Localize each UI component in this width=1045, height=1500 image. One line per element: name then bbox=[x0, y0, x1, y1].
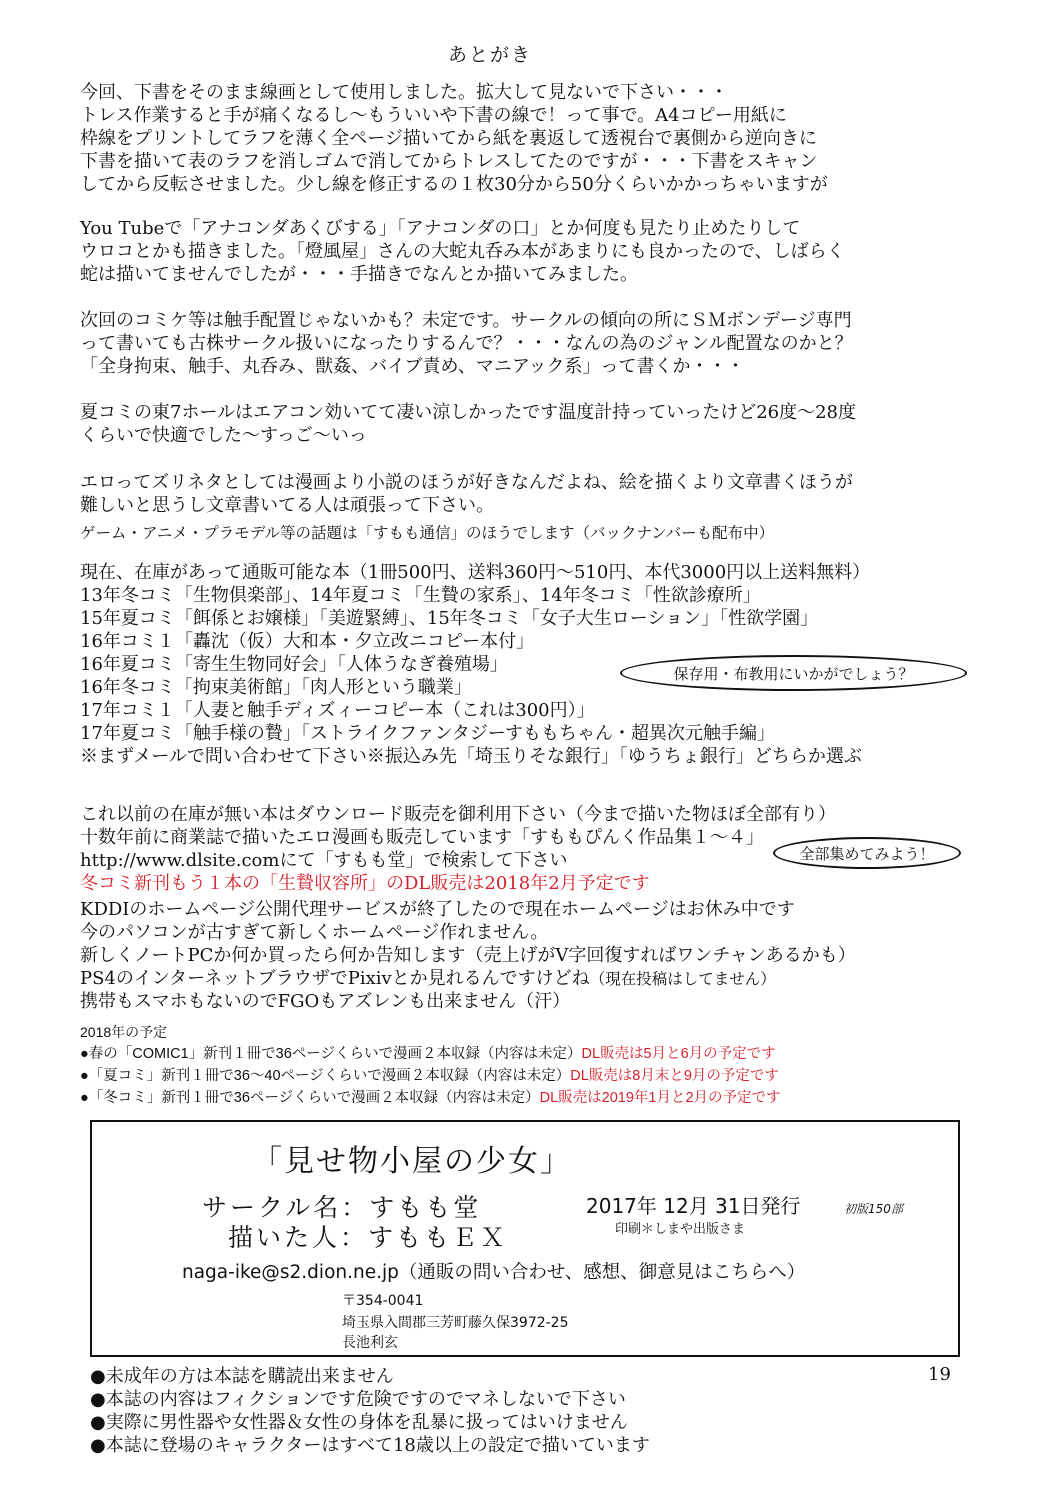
text-line: エロってズリネタとしては漫画より小説のほうが好きなんだよね、絵を描くより文章書くほうが bbox=[80, 472, 853, 493]
text-line: 13年冬コミ「生物倶楽部」、14年夏コミ「生贄の家系」、14年冬コミ「性欲診療所」 bbox=[80, 585, 761, 606]
paragraph-newsletter bbox=[80, 522, 774, 545]
text-line: 17年コミ１「人妻と触手ディズィーコピー本（これは300円）」 bbox=[80, 700, 595, 721]
text-line: 17年夏コミ「触手様の贄」「ストライクファンタジーすももちゃん・超異次元触手編」 bbox=[80, 723, 776, 744]
text-line: 難しいと思うし文章書いてる人は頑張って下さい。 bbox=[80, 495, 494, 516]
text-line: 新しくノートPCか何か買ったら何か告知します（売上げがV字回復すればワンチャンあるかも） bbox=[80, 945, 856, 966]
afterword-heading: あとがき bbox=[448, 44, 533, 66]
text-line: ※まずメールで問い合わせて下さい※振込み先「埼玉りそな銀行」「ゆうちょ銀行」どちらか選ぶ bbox=[80, 746, 862, 767]
text-line: って書いても古株サークル扱いになったりするんで？・・・なんの為のジャンル配置なのかと？ bbox=[80, 333, 853, 354]
text-line: 16年コミ１「轟沈（仮）大和本・夕立改ニコピー本付」 bbox=[80, 631, 535, 652]
contact-email: naga-ike@s2.dion.ne.jp（通販の問い合わせ、感想、御意見はこちらへ） bbox=[182, 1262, 806, 1283]
text-line bbox=[80, 967, 856, 990]
pixiv-note: （現在投稿はしてません） bbox=[589, 970, 776, 988]
circle-name: サークル名：すもも堂 bbox=[202, 1193, 482, 1222]
printer: 印刷＊しまや出版さま bbox=[615, 1222, 746, 1237]
text-line: ゲーム・アニメ・プラモデル等の話題は「すもも通信」のほうでします（バックナンバーも配布中） bbox=[80, 524, 775, 542]
schedule-item bbox=[80, 1043, 781, 1065]
schedule-item bbox=[80, 1087, 781, 1109]
text-line: 現在、在庫があって通販可能な本（1冊500円、送料360円〜510円、本代3000円以上送料無料） bbox=[80, 562, 871, 583]
notice-item: ●実際に男性器や女性器＆女性の身体を乱暴に扱ってはいけません bbox=[90, 1412, 628, 1433]
postal-code: 〒354-0041 bbox=[342, 1293, 424, 1309]
page-number: 19 bbox=[928, 1364, 951, 1385]
text-line: 16年冬コミ「拘束美術館」「肉人形という職業」 bbox=[80, 677, 472, 698]
paragraph-homepage bbox=[80, 898, 856, 1013]
text-line: してから反転させました。少し線を修正するの１枚30分から50分くらいかかっちゃいますが bbox=[80, 174, 828, 195]
author-name: 描いた人：すももＥＸ bbox=[228, 1223, 509, 1252]
publish-date: 2017年 12月 31日発行 bbox=[586, 1194, 801, 1218]
address: 埼玉県入間郡三芳町藤久保3972-25 bbox=[342, 1315, 569, 1331]
paragraph-novel bbox=[80, 471, 853, 517]
book-title: 「見せ物小屋の少女」 bbox=[252, 1144, 572, 1179]
text-line: 今回、下書をそのまま線画として使用しました。拡大して見ないで下さい・・・ bbox=[80, 82, 728, 103]
text-line: これ以前の在庫が無い本はダウンロード販売を御利用下さい（今まで描いた物ほぼ全部有り） bbox=[80, 804, 836, 825]
text-line: 今のパソコンが古すぎて新しくホームページ作れません。 bbox=[80, 922, 549, 943]
text-line: 夏コミの東7ホールはエアコン効いてて凄い涼しかったです温度計持っていったけど26度〜28度 bbox=[80, 402, 856, 423]
text-line: http://www.dlsite.comにて「すもも堂」で検索して下さい bbox=[80, 850, 568, 871]
text-line: KDDIのホームページ公開代理サービスが終了したので現在ホームページはお休み中です bbox=[80, 899, 795, 920]
schedule-dl-date: DL販売は5月と6月の予定です bbox=[581, 1046, 776, 1062]
text-line: You Tubeで「アナコンダあくびする」「アナコンダの口」とか何度も見たり止めたりして bbox=[80, 218, 801, 239]
paragraph-download bbox=[80, 803, 836, 895]
text-line: 蛇は描いてませんでしたが・・・手描きでなんとか描いてみました。 bbox=[80, 264, 638, 285]
text-line: 「全身拘束、触手、丸呑み、獣姦、バイブ責め、マニアック系」って書くか・・・ bbox=[80, 356, 745, 377]
schedule-heading: 2018年の予定 bbox=[80, 1024, 168, 1040]
schedule-text: ●「冬コミ」新刊１冊で36ページくらいで漫画２本収録（内容は未定） bbox=[80, 1090, 540, 1106]
schedule-text: ●「夏コミ」新刊１冊で36〜40ページくらいで漫画２本収録（内容は未定） bbox=[80, 1068, 571, 1084]
paragraph-comiket bbox=[80, 309, 853, 378]
schedule-2018 bbox=[80, 1021, 781, 1109]
text-line: 下書を描いて表のラフを消しゴムで消してからトレスしてたのですが・・・下書をスキャン bbox=[80, 151, 818, 172]
paragraph-anaconda bbox=[80, 217, 845, 286]
schedule-text: ●春の「COMIC1」新刊１冊で36ページくらいで漫画２本収録（内容は未定） bbox=[80, 1046, 582, 1062]
text-line: 枠線をプリントしてラフを薄く全ページ描いてから紙を裏返して透視台で裏側から逆向きに bbox=[80, 128, 817, 149]
first-print-run: 初版150部 bbox=[844, 1202, 903, 1216]
pixiv-text: PS4のインターネットブラウザでPixivとか見れるんですけどね bbox=[80, 968, 590, 989]
text-line: 15年夏コミ「餌係とお嬢様」「美遊緊縛」、15年冬コミ「女子大生ローション」「性欲学園」 bbox=[80, 608, 819, 629]
text-line: 十数年前に商業誌で描いたエロ漫画も販売しています「すももぴんく作品集１〜４」 bbox=[80, 827, 764, 848]
text-line: ウロコとかも描きました。「燈風屋」さんの大蛇丸呑み本があまりにも良かったので、しばらく bbox=[80, 241, 845, 262]
text-line: 16年夏コミ「寄生生物同好会」「人体うなぎ養殖場」 bbox=[80, 654, 508, 675]
notice-item: ●本誌に登場のキャラクターはすべて18歳以上の設定で描いています bbox=[90, 1435, 650, 1456]
notices bbox=[90, 1365, 650, 1457]
text-line: 次回のコミケ等は触手配置じゃないかも？未定です。サークルの傾向の所にＳＭボンデージ専門 bbox=[80, 310, 852, 331]
schedule-dl-date: DL販売は2019年1月と2月の予定です bbox=[539, 1090, 781, 1106]
notice-item: ●本誌の内容はフィクションです危険ですのでマネしないで下さい bbox=[90, 1389, 626, 1410]
collect-bubble: 全部集めてみよう！ bbox=[773, 837, 961, 869]
schedule-dl-date: DL販売は8月末と9月の予定です bbox=[570, 1068, 779, 1084]
storage-bubble: 保存用・布教用にいかがでしょう？ bbox=[620, 655, 967, 691]
contact-name: 長池利玄 bbox=[342, 1335, 398, 1351]
text-line: 携帯もスマホもないのでFGOもアズレンも出来ません（汗） bbox=[80, 991, 571, 1012]
text-line: くらいで快適でした〜すっご〜いっ bbox=[80, 425, 367, 446]
dl-release-notice: 冬コミ新刊もう１本の「生贄収容所」のDL販売は2018年2月予定です bbox=[80, 873, 650, 894]
paragraph-drafting bbox=[80, 81, 828, 196]
schedule-item bbox=[80, 1065, 781, 1087]
text-line: トレス作業すると手が痛くなるし〜もういいや下書の線で！って事で。A4コピー用紙に bbox=[80, 105, 787, 126]
colophon-box bbox=[90, 1120, 960, 1357]
notice-item: ●未成年の方は本誌を購読出来ません bbox=[90, 1366, 394, 1387]
paragraph-summer bbox=[80, 401, 856, 447]
